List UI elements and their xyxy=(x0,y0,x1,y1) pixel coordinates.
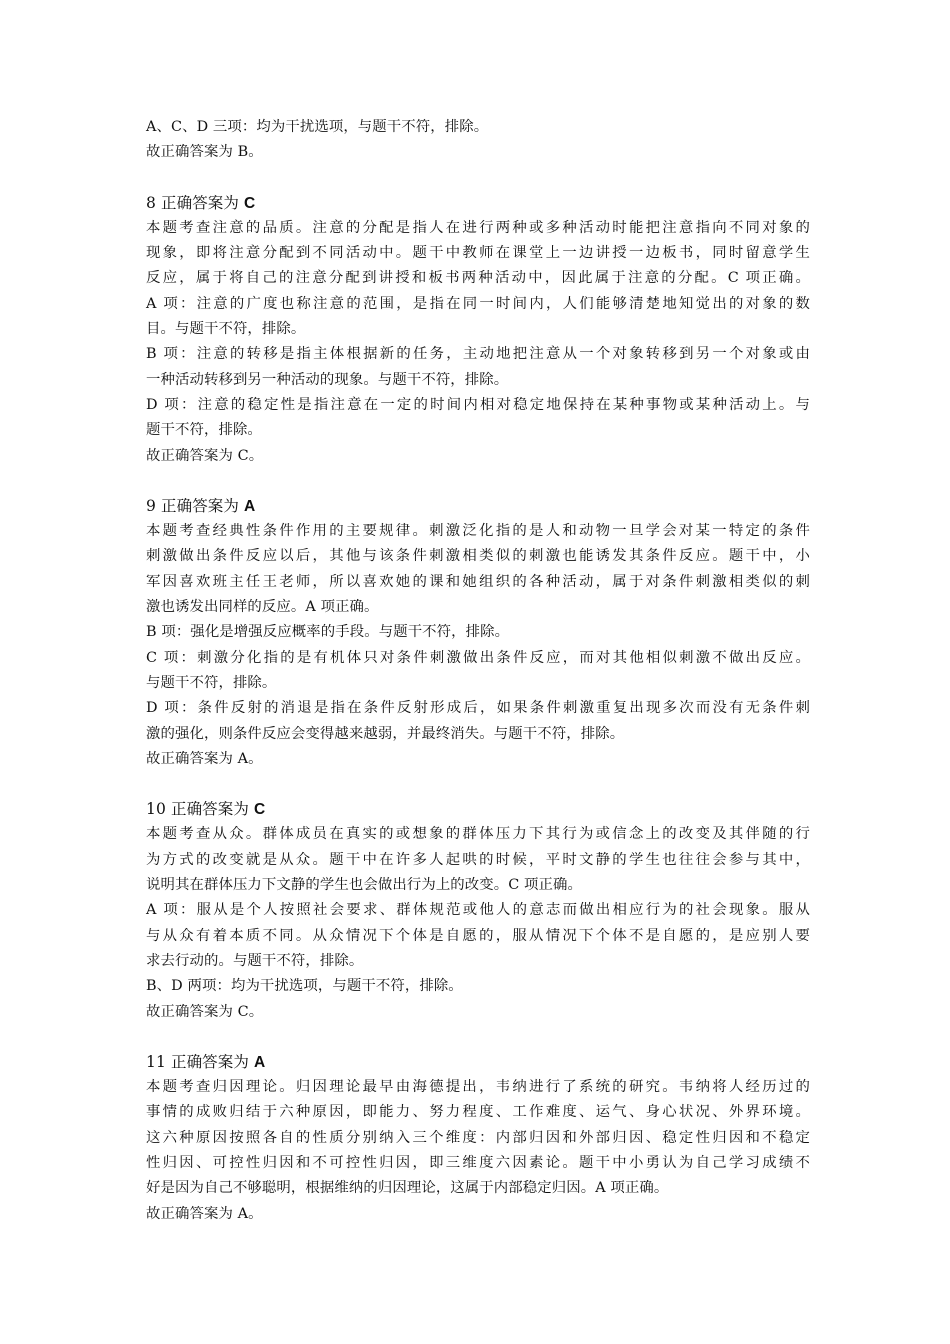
answer-conclusion: 故正确答案为 C。 xyxy=(146,447,264,464)
paragraph-line: 与从众有着本质不同。从众情况下个体是自愿的，服从情况下个体不是自愿的，是应别人要 xyxy=(146,927,810,944)
paragraph-line: B 项：强化是增强反应概率的手段。与题干不符，排除。 xyxy=(146,624,510,641)
paragraph-line: 刺激做出条件反应以后，其他与该条件刺激相类似的刺激也能诱发其条件反应。题干中，小 xyxy=(146,548,810,565)
answer-label: 正确答案为 xyxy=(170,1052,249,1071)
paragraph-line: 反应，属于将自己的注意分配到讲授和板书两种活动中，因此属于注意的分配。C 项正确。 xyxy=(146,270,810,287)
spacer xyxy=(146,469,810,494)
answer-conclusion: 故正确答案为 A。 xyxy=(146,1205,263,1222)
question-10-block xyxy=(146,797,810,1025)
paragraph-line: A 项：注意的广度也称注意的范围，是指在同一时间内，人们能够清楚地知觉出的对象的数 xyxy=(146,295,810,312)
paragraph-line: 与题干不符，排除。 xyxy=(146,674,277,691)
paragraph-line: 求去行动的。与题干不符，排除。 xyxy=(146,952,364,969)
spacer xyxy=(146,1025,810,1050)
answer-letter: A xyxy=(254,1053,266,1071)
question-9-block xyxy=(146,494,810,772)
question-heading xyxy=(146,1050,810,1075)
question-number: 10 xyxy=(146,800,166,819)
paragraph-line: 说明其在群体压力下文静的学生也会做出行为上的改变。C 项正确。 xyxy=(146,877,583,894)
document-page xyxy=(146,115,810,1227)
paragraph-line: 军因喜欢班主任王老师，所以喜欢她的课和她组织的各种活动，属于对条件刺激相类似的刺 xyxy=(146,573,810,590)
question-8-block xyxy=(146,191,810,469)
paragraph-line: 激的强化，则条件反应会变得越来越弱，并最终消失。与题干不符，排除。 xyxy=(146,725,625,742)
answer-conclusion: 故正确答案为 C。 xyxy=(146,1003,264,1020)
paragraph-line: B、D 两项：均为干扰选项，与题干不符，排除。 xyxy=(146,978,463,995)
question-number: 11 xyxy=(146,1052,166,1071)
paragraph-line: 好是因为自己不够聪明，根据维纳的归因理论，这属于内部稳定归因。A 项正确。 xyxy=(146,1180,669,1197)
paragraph-line: 这六种原因按照各自的性质分别纳入三个维度：内部归因和外部归因、稳定性归因和不稳定 xyxy=(146,1129,810,1146)
paragraph-line: 性归因、可控性归因和不可控性归因，即三维度六因素论。题干中小勇认为自己学习成绩不 xyxy=(146,1154,810,1171)
paragraph-line: 题干不符，排除。 xyxy=(146,422,262,439)
paragraph-line: D 项：条件反射的消退是指在条件反射形成后，如果条件刺激重复出现多次而没有无条件刺 xyxy=(146,700,810,717)
paragraph-line: A、C、D 三项：均为干扰选项，与题干不符，排除。 xyxy=(146,119,489,135)
paragraph-line: A 项：服从是个人按照社会要求、群体规范或他人的意志而做出相应行为的社会现象。服从 xyxy=(146,902,810,919)
paragraph-line: 为方式的改变就是从众。题干中在许多人起哄的时候，平时文静的学生也往往会参与其中， xyxy=(146,851,810,868)
paragraph-line: B 项：注意的转移是指主体根据新的任务，主动地把注意从一个对象转移到另一个对象或由 xyxy=(146,346,810,363)
answer-letter: C xyxy=(244,194,256,212)
question-number: 8 xyxy=(146,193,156,212)
answer-label: 正确答案为 xyxy=(161,193,240,212)
answer-letter: C xyxy=(254,801,266,819)
question-number: 9 xyxy=(146,496,156,515)
question-heading xyxy=(146,797,810,822)
answer-conclusion: 故正确答案为 A。 xyxy=(146,750,263,767)
question-heading xyxy=(146,191,810,216)
paragraph-line: C 项：刺激分化指的是有机体只对条件刺激做出条件反应，而对其他相似刺激不做出反应。 xyxy=(146,649,810,666)
answer-label: 正确答案为 xyxy=(161,496,240,515)
spacer xyxy=(146,772,810,797)
intro-block xyxy=(146,115,810,166)
question-11-block xyxy=(146,1050,810,1227)
answer-letter: A xyxy=(244,497,256,515)
paragraph-line: 本题考查从众。群体成员在真实的或想象的群体压力下其行为或信念上的改变及其伴随的行 xyxy=(146,826,810,843)
paragraph-line: 本题考查经典性条件作用的主要规律。刺激泛化指的是人和动物一旦学会对某一特定的条件 xyxy=(146,523,810,540)
answer-label: 正确答案为 xyxy=(170,800,249,819)
paragraph-line: 一种活动转移到另一种活动的现象。与题干不符，排除。 xyxy=(146,371,509,388)
spacer xyxy=(146,166,810,191)
paragraph-line: 目。与题干不符，排除。 xyxy=(146,321,306,338)
answer-conclusion: 故正确答案为 B。 xyxy=(146,144,263,161)
paragraph-line: 现象，即将注意分配到不同活动中。题干中教师在课堂上一边讲授一边板书，同时留意学生 xyxy=(146,245,810,262)
question-heading xyxy=(146,494,810,519)
paragraph-line: 本题考查注意的品质。注意的分配是指人在进行两种或多种活动时能把注意指向不同对象的 xyxy=(146,219,810,236)
paragraph-line: 事情的成败归结于六种原因，即能力、努力程度、工作难度、运气、身心状况、外界环境。 xyxy=(146,1104,810,1121)
paragraph-line: 本题考查归因理论。归因理论最早由海德提出，韦纳进行了系统的研究。韦纳将人经历过的 xyxy=(146,1079,810,1096)
paragraph-line: D 项：注意的稳定性是指注意在一定的时间内相对稳定地保持在某种事物或某种活动上。与 xyxy=(146,396,810,413)
paragraph-line: 激也诱发出同样的反应。A 项正确。 xyxy=(146,599,379,616)
